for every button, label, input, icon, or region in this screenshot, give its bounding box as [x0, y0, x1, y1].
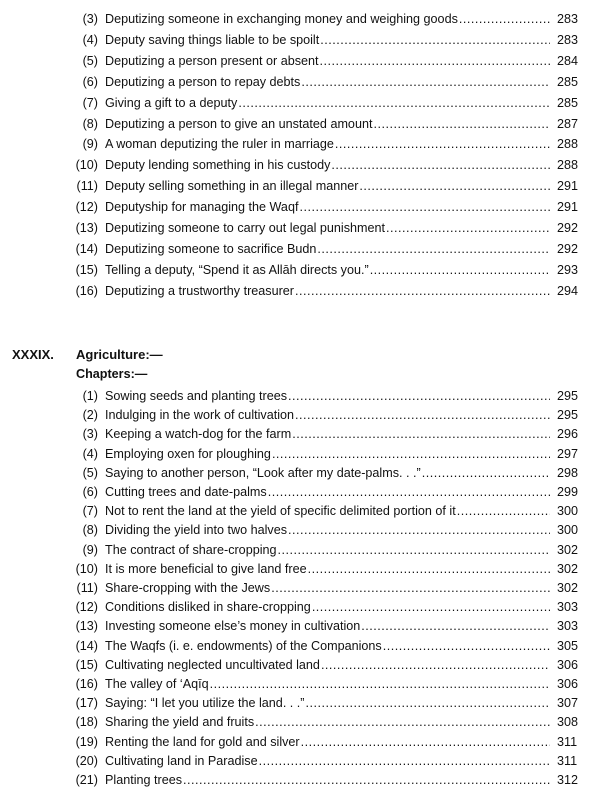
entry-title: Deputizing someone to carry out legal punishment — [105, 221, 386, 235]
entry-text — [105, 597, 550, 618]
entry-title: Conditions disliked in share-cropping — [105, 600, 311, 615]
toc-entry — [0, 239, 600, 260]
entry-title: Deputyship for managing the Waqf — [105, 200, 299, 215]
entry-title: Deputizing someone to sacrifice Budn — [105, 241, 317, 256]
entry-number: (7) — [82, 504, 98, 519]
toc-entry — [0, 636, 600, 657]
entry-title: The valley of ‘Aqīq — [105, 677, 209, 691]
entry-page-number: 285 — [557, 95, 579, 110]
toc-entry — [0, 197, 600, 218]
entry-page-number: 296 — [557, 427, 579, 442]
dot-leader — [456, 501, 550, 522]
entry-number: (6) — [82, 74, 98, 89]
toc-entry — [0, 218, 600, 239]
entry-page-number: 303 — [557, 619, 579, 634]
entry-number: (11) — [76, 581, 98, 595]
entry-number: (7) — [82, 95, 98, 110]
entry-text — [105, 424, 550, 445]
entry-title: Telling a deputy, “Spend it as Allāh directs you.” — [105, 262, 369, 277]
toc-entry — [0, 155, 600, 176]
entry-text — [105, 616, 550, 637]
entry-number: (9) — [82, 137, 98, 152]
dot-leader — [458, 9, 550, 30]
entry-title: The contract of share-cropping — [105, 542, 277, 557]
entry-title: Dividing the yield into two halves — [105, 523, 288, 538]
entry-title: A woman deputizing the ruler in marriage — [105, 137, 334, 152]
dot-leader — [382, 636, 550, 657]
entry-page-number: 300 — [557, 504, 579, 519]
entry-title: Saying: “I let you utilize the land. . .” — [105, 696, 305, 711]
dot-leader — [316, 239, 550, 260]
entry-text — [105, 239, 550, 260]
entry-title: Renting the land for gold and silver — [105, 734, 300, 749]
dot-leader — [270, 578, 550, 599]
entry-page-number: 284 — [557, 53, 579, 68]
toc-entry — [0, 9, 600, 30]
entry-title: Deputy selling something in an illegal manner — [105, 179, 359, 194]
entry-page-number: 305 — [557, 638, 579, 653]
entry-number: (4) — [82, 446, 98, 461]
entry-page-number: 292 — [557, 241, 579, 256]
entry-text — [105, 134, 550, 155]
entry-number: (20) — [75, 753, 98, 768]
entry-number: (21) — [75, 773, 98, 787]
entry-number: (16) — [75, 283, 98, 298]
entry-title: Deputizing someone in exchanging money and weighing goods — [105, 12, 458, 26]
entry-page-number: 306 — [557, 657, 579, 672]
chapters-subheading: Chapters:— — [76, 367, 148, 381]
entry-title: Sowing seeds and planting trees — [105, 389, 288, 403]
entry-title: It is more beneficial to give land free — [105, 561, 307, 576]
entry-text — [105, 51, 550, 72]
toc-entry — [0, 176, 600, 197]
dot-leader — [287, 520, 550, 541]
toc-entry — [0, 30, 600, 51]
entry-title: Employing oxen for ploughing — [105, 446, 271, 461]
entry-title: Sharing the yield and fruits — [105, 715, 255, 730]
entry-number: (3) — [82, 12, 98, 26]
entry-number: (6) — [82, 485, 98, 499]
section-heading — [0, 344, 600, 366]
entry-page-number: 287 — [557, 116, 579, 131]
toc-entry — [0, 134, 600, 155]
entry-number: (19) — [75, 734, 98, 749]
entry-page-number: 293 — [557, 262, 579, 277]
dot-leader — [421, 463, 550, 484]
toc-entry — [0, 72, 600, 93]
entry-number: (18) — [75, 715, 98, 730]
dot-leader — [369, 260, 550, 281]
dot-leader — [320, 655, 550, 676]
toc-entry — [0, 655, 600, 676]
entry-text — [105, 260, 550, 281]
toc-entry — [0, 693, 600, 714]
entry-page-number: 308 — [557, 715, 579, 730]
entry-title: Planting trees — [105, 773, 183, 787]
dot-leader — [319, 30, 550, 51]
entry-title: Deputizing a person present or absent — [105, 53, 319, 68]
entry-page-number: 288 — [557, 137, 579, 152]
entry-page-number: 288 — [557, 158, 579, 173]
entry-text — [105, 9, 550, 30]
dot-leader — [372, 114, 550, 135]
toc-entry — [0, 463, 600, 484]
entry-number: (5) — [82, 53, 98, 68]
dot-leader — [258, 751, 550, 772]
entry-number: (15) — [75, 657, 98, 672]
toc-entry — [0, 751, 600, 772]
entry-page-number: 283 — [557, 32, 579, 47]
entry-text — [105, 405, 550, 426]
entry-title: Not to rent the land at the yield of specific delimited portion of it — [105, 504, 456, 519]
dot-leader — [254, 712, 550, 733]
toc-entry — [0, 444, 600, 465]
dot-leader — [311, 597, 550, 618]
toc-entry — [0, 501, 600, 522]
entry-text — [105, 674, 550, 695]
entry-number: (4) — [82, 32, 98, 47]
entry-title: Deputizing a person to repay debts — [105, 74, 301, 89]
dot-leader — [294, 281, 550, 302]
toc-entry — [0, 386, 600, 407]
dot-leader — [237, 93, 550, 114]
entry-text — [105, 559, 550, 580]
entry-text — [105, 197, 550, 218]
entry-text — [105, 655, 550, 676]
entry-number: (2) — [82, 408, 98, 423]
entry-text — [105, 114, 550, 135]
dot-leader — [334, 134, 550, 155]
entry-text — [105, 501, 550, 522]
dot-leader — [271, 444, 550, 465]
entry-number: (12) — [75, 600, 98, 615]
toc-entry — [0, 114, 600, 135]
entry-number: (10) — [75, 158, 98, 173]
entry-title: Deputizing a person to give an unstated amount — [105, 116, 373, 131]
entry-title: Deputy lending something in his custody — [105, 158, 331, 173]
entry-text — [105, 520, 550, 541]
entry-page-number: 283 — [557, 12, 579, 26]
entry-title: Cultivating land in Paradise — [105, 753, 258, 768]
entry-title: Share-cropping with the Jews — [105, 581, 271, 595]
toc-entry — [0, 281, 600, 302]
toc-entry — [0, 540, 600, 561]
dot-leader — [385, 218, 550, 239]
dot-leader — [300, 732, 550, 753]
entry-text — [105, 540, 550, 561]
entry-page-number: 311 — [557, 753, 578, 768]
toc-entry — [0, 732, 600, 753]
entry-text — [105, 444, 550, 465]
entry-text — [105, 281, 550, 302]
entry-text — [105, 636, 550, 657]
toc-entry — [0, 482, 600, 503]
toc-entry — [0, 93, 600, 114]
dot-leader — [294, 405, 550, 426]
entry-text — [105, 751, 550, 772]
entry-page-number: 302 — [557, 542, 579, 557]
toc-entry — [0, 616, 600, 637]
dot-leader — [182, 770, 550, 791]
entry-page-number: 303 — [557, 600, 579, 615]
toc-entry — [0, 559, 600, 580]
section-roman-numeral: XXXIX. — [12, 347, 54, 362]
toc-entry — [0, 520, 600, 541]
entry-page-number: 295 — [557, 408, 579, 423]
entry-number: (10) — [75, 561, 98, 576]
entry-number: (8) — [82, 523, 98, 538]
toc-entry — [0, 712, 600, 733]
entry-text — [105, 463, 550, 484]
entry-page-number: 298 — [557, 465, 579, 480]
dot-leader — [307, 559, 550, 580]
toc-entry — [0, 424, 600, 445]
entry-number: (1) — [82, 389, 98, 403]
entry-page-number: 294 — [557, 283, 579, 298]
entry-number: (13) — [75, 221, 98, 235]
entry-title: Indulging in the work of cultivation — [105, 408, 295, 423]
entry-number: (13) — [75, 619, 98, 634]
dot-leader — [330, 155, 550, 176]
entry-page-number: 292 — [557, 221, 579, 235]
entry-page-number: 311 — [557, 734, 578, 749]
entry-page-number: 295 — [557, 389, 579, 403]
entry-text — [105, 770, 550, 791]
entry-page-number: 297 — [557, 446, 579, 461]
entry-text — [105, 155, 550, 176]
dot-leader — [277, 540, 550, 561]
entry-page-number: 300 — [557, 523, 579, 538]
entry-title: The Waqfs (i. e. endowments) of the Companions — [105, 638, 382, 653]
dot-leader — [287, 386, 550, 407]
entry-number: (15) — [75, 262, 98, 277]
toc-entry — [0, 260, 600, 281]
entry-number: (14) — [75, 241, 98, 256]
entry-text — [105, 72, 550, 93]
entry-title: Deputy saving things liable to be spoilt — [105, 32, 320, 47]
entry-title: Investing someone else’s money in cultivation — [105, 619, 361, 634]
toc-entry — [0, 578, 600, 599]
entry-page-number: 312 — [557, 773, 579, 787]
entry-page-number: 307 — [557, 696, 579, 711]
section-title: Agriculture:— — [76, 347, 163, 362]
entry-text — [105, 712, 550, 733]
entry-text — [105, 386, 550, 407]
entry-page-number: 291 — [557, 179, 579, 194]
entry-title: Cutting trees and date-palms — [105, 485, 267, 499]
dot-leader — [319, 51, 550, 72]
entry-number: (12) — [75, 200, 98, 215]
dot-leader — [300, 72, 550, 93]
entry-number: (14) — [75, 638, 98, 653]
dot-leader — [305, 693, 550, 714]
entry-title: Deputizing a trustworthy treasurer — [105, 283, 294, 298]
entry-text — [105, 218, 550, 239]
entry-title: Saying to another person, “Look after my date-palms. . .” — [105, 465, 421, 480]
dot-leader — [358, 176, 550, 197]
dot-leader — [267, 482, 550, 503]
entry-page-number: 299 — [557, 485, 579, 499]
entry-title: Giving a gift to a deputy — [105, 95, 238, 110]
dot-leader — [298, 197, 550, 218]
entry-text — [105, 732, 550, 753]
entry-number: (3) — [82, 427, 98, 442]
toc-entry — [0, 597, 600, 618]
entry-text — [105, 30, 550, 51]
entry-number: (9) — [82, 542, 98, 557]
entry-page-number: 291 — [557, 200, 579, 215]
entry-page-number: 306 — [557, 677, 579, 691]
entry-number: (11) — [76, 179, 98, 194]
dot-leader — [209, 674, 550, 695]
entry-page-number: 302 — [557, 561, 579, 576]
entry-text — [105, 693, 550, 714]
toc-entry — [0, 674, 600, 695]
entry-page-number: 285 — [557, 74, 579, 89]
entry-title: Keeping a watch-dog for the farm — [105, 427, 292, 442]
entry-text — [105, 93, 550, 114]
dot-leader — [291, 424, 550, 445]
entry-number: (8) — [82, 116, 98, 131]
dot-leader — [360, 616, 550, 637]
toc-entry — [0, 51, 600, 72]
toc-entry — [0, 405, 600, 426]
entry-text — [105, 578, 550, 599]
entry-page-number: 302 — [557, 581, 579, 595]
entry-text — [105, 176, 550, 197]
entry-number: (16) — [75, 677, 98, 691]
entry-text — [105, 482, 550, 503]
entry-number: (5) — [82, 465, 98, 480]
entry-title: Cultivating neglected uncultivated land — [105, 657, 320, 672]
entry-number: (17) — [75, 696, 98, 711]
toc-entry — [0, 770, 600, 791]
